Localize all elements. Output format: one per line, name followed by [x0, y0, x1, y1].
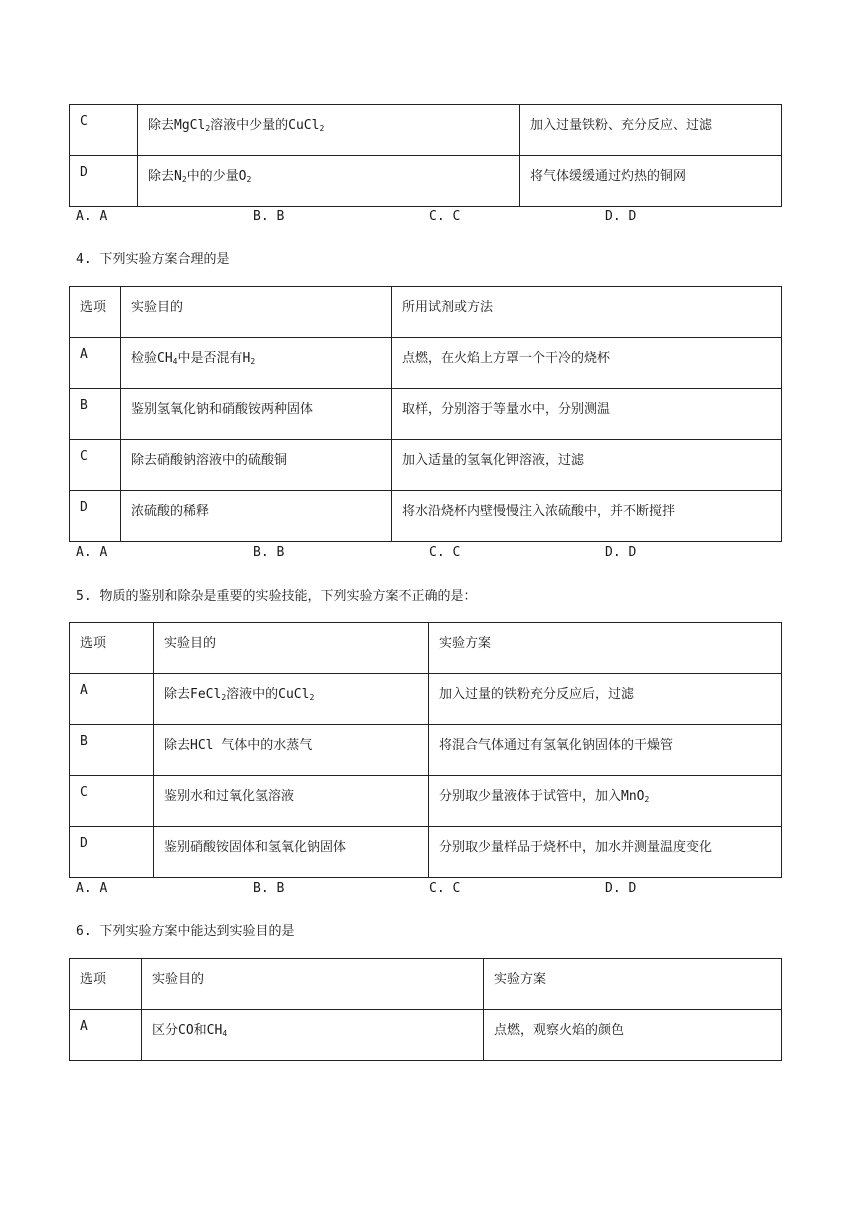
option-cell: B	[70, 725, 154, 776]
choice-b: B. B	[253, 545, 285, 560]
table-header-row	[70, 287, 782, 338]
q4-choices	[76, 545, 776, 563]
q5-choices	[76, 881, 776, 899]
header-option: 选项	[70, 623, 154, 674]
table-row	[70, 440, 782, 491]
header-option: 选项	[70, 959, 142, 1010]
header-method: 所用试剂或方法	[392, 287, 782, 338]
purpose-cell: 区分CO和$CH_4$	[142, 1010, 484, 1061]
header-purpose: 实验目的	[121, 287, 392, 338]
table-header-row	[70, 623, 782, 674]
table-row	[70, 827, 782, 878]
purpose-cell: 浓硫酸的稀释	[121, 491, 392, 542]
header-option: 选项	[70, 287, 121, 338]
q4-table	[69, 286, 782, 542]
choice-c: C. C	[429, 545, 461, 560]
table-row	[70, 725, 782, 776]
method-cell: 分别取少量样品于烧杯中，加水并测量温度变化	[429, 827, 782, 878]
method-cell: 将气体缓缓通过灼热的铜网	[520, 156, 782, 207]
table-row	[70, 156, 782, 207]
choice-a: A. A	[76, 881, 108, 896]
choice-c: C. C	[429, 209, 461, 224]
q6-table	[69, 958, 782, 1061]
purpose-cell: 除去硝酸钠溶液中的硫酸铜	[121, 440, 392, 491]
method-cell: 将混合气体通过有氢氧化钠固体的干燥管	[429, 725, 782, 776]
option-cell: D	[70, 827, 154, 878]
table-row	[70, 338, 782, 389]
question-5-stem: 5. 物质的鉴别和除杂是重要的实验技能，下列实验方案不正确的是：	[76, 589, 477, 604]
purpose-cell: 检验$CH_4$中是否混有$H_2$	[121, 338, 392, 389]
purpose-cell: 鉴别硝酸铵固体和氢氧化钠固体	[154, 827, 429, 878]
method-cell: 点燃，在火焰上方罩一个干冷的烧杯	[392, 338, 782, 389]
choice-c: C. C	[429, 881, 461, 896]
table-row	[70, 105, 782, 156]
question-6-stem: 6. 下列实验方案中能达到实验目的是	[76, 924, 295, 939]
method-cell: 加入适量的氢氧化钾溶液，过滤	[392, 440, 782, 491]
option-cell: A	[70, 338, 121, 389]
method-cell: 加入过量的铁粉充分反应后，过滤	[429, 674, 782, 725]
purpose-cell: 鉴别水和过氧化氢溶液	[154, 776, 429, 827]
purpose-cell: 除去$N_2$中的少量$O_2$	[138, 156, 520, 207]
q3-choices	[76, 209, 776, 227]
option-cell: B	[70, 389, 121, 440]
purpose-cell: 鉴别氢氧化钠和硝酸铵两种固体	[121, 389, 392, 440]
method-cell: 将水沿烧杯内壁慢慢注入浓硫酸中，并不断搅拌	[392, 491, 782, 542]
choice-b: B. B	[253, 881, 285, 896]
method-cell: 加入过量铁粉、充分反应、过滤	[520, 105, 782, 156]
header-method: 实验方案	[429, 623, 782, 674]
table-row	[70, 491, 782, 542]
method-cell: 点燃，观察火焰的颜色	[484, 1010, 782, 1061]
choice-d: D. D	[605, 209, 637, 224]
purpose-cell: 除去HCl 气体中的水蒸气	[154, 725, 429, 776]
q5-table	[69, 622, 782, 878]
choice-b: B. B	[253, 209, 285, 224]
header-purpose: 实验目的	[142, 959, 484, 1010]
table-row	[70, 776, 782, 827]
q3-table	[69, 104, 782, 207]
choice-d: D. D	[605, 545, 637, 560]
purpose-cell: 除去MgCl$_2$溶液中少量的CuCl$_2$	[138, 105, 520, 156]
choice-a: A. A	[76, 545, 108, 560]
option-cell: D	[70, 156, 138, 207]
table-row	[70, 674, 782, 725]
table-row	[70, 1010, 782, 1061]
option-cell: C	[70, 776, 154, 827]
table-row	[70, 389, 782, 440]
choice-a: A. A	[76, 209, 108, 224]
option-cell: A	[70, 674, 154, 725]
option-cell: D	[70, 491, 121, 542]
header-purpose: 实验目的	[154, 623, 429, 674]
method-cell: 取样，分别溶于等量水中，分别测温	[392, 389, 782, 440]
table-header-row	[70, 959, 782, 1010]
question-4-stem: 4. 下列实验方案合理的是	[76, 252, 230, 267]
option-cell: C	[70, 105, 138, 156]
purpose-cell: 除去FeCl$_2$溶液中的CuCl$_2$	[154, 674, 429, 725]
header-method: 实验方案	[484, 959, 782, 1010]
method-cell: 分别取少量液体于试管中，加入MnO$_2$	[429, 776, 782, 827]
choice-d: D. D	[605, 881, 637, 896]
option-cell: A	[70, 1010, 142, 1061]
option-cell: C	[70, 440, 121, 491]
